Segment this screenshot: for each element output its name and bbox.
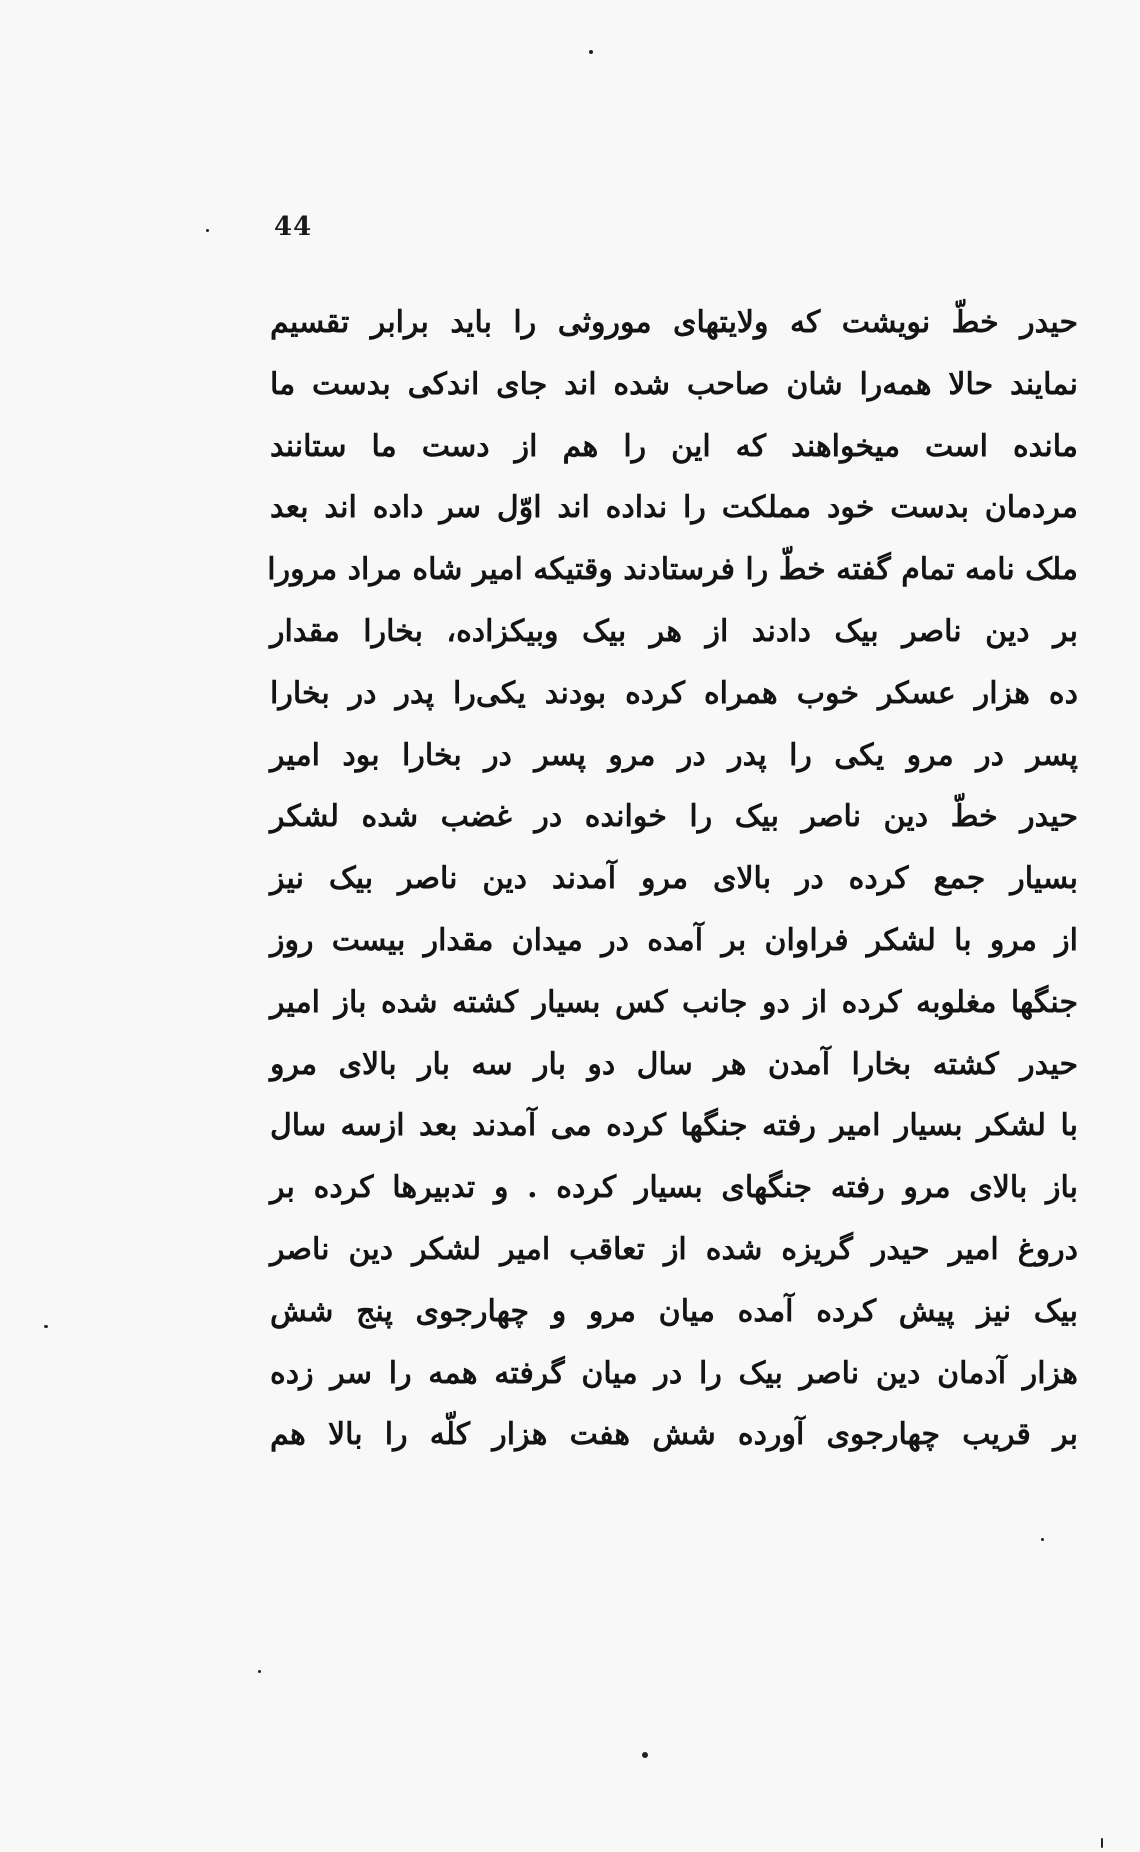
- text-line: دروغ امیر حیدر گریزه شده از تعاقب امیر لشکر دین ناصر: [270, 1231, 1078, 1267]
- text-line: باز بالای مرو رفته جنگهای بسیار کرده . و تدبیرها کرده بر: [270, 1170, 1078, 1206]
- text-line: بیک نیز پیش کرده آمده میان مرو و چهارجوی پنج شش: [270, 1293, 1078, 1329]
- text-line: مردمان بدست خود مملکت را نداده اند اوّل سر داده اند بعد: [270, 490, 1078, 526]
- text-line: هزار آدمان دین ناصر بیک را در میان گرفته همه را سر زده: [270, 1355, 1078, 1391]
- text-line: جنگها مغلوبه کرده از دو جانب کس بسیار کشته شده باز امیر: [270, 984, 1078, 1020]
- scan-speck: [258, 1670, 261, 1673]
- scan-speck: [642, 1752, 648, 1758]
- text-line: مانده است میخواهند که این را هم از دست ما ستانند: [270, 428, 1078, 464]
- scan-speck: [1101, 1838, 1103, 1848]
- scan-speck: [589, 50, 593, 54]
- text-line: نمایند حالا همه‌را شان صاحب شده اند جای اندکی بدست ما: [270, 366, 1078, 402]
- text-line: حیدر کشته بخارا آمدن هر سال دو بار سه بار بالای مرو: [270, 1046, 1079, 1082]
- text-line: بر دین ناصر بیک دادند از هر بیک وبیکزاده، بخارا مقدار: [270, 613, 1078, 649]
- text-line: با لشکر بسیار امیر رفته جنگها کرده می آمدند بعد ازسه سال: [270, 1108, 1078, 1144]
- text-line: ملک نامه تمام گفته خطّ را فرستادند وقتیکه امیر شاه مراد مرورا: [267, 552, 1078, 588]
- scan-speck: [1041, 1538, 1044, 1541]
- body-text: [267, 292, 1079, 1466]
- text-line: بر قریب چهارجوی آورده شش هفت هزار کلّه را بالا هم: [270, 1417, 1078, 1453]
- text-line: حیدر خطّ دین ناصر بیک را خوانده در غضب شده لشکر: [270, 799, 1078, 835]
- text-line: بسیار جمع کرده در بالای مرو آمدند دین ناصر بیک نیز: [270, 861, 1078, 897]
- page-number: 44: [274, 212, 313, 242]
- scan-speck: [44, 1325, 48, 1328]
- text-line: ده هزار عسکر خوب همراه کرده بودند یکی‌را پدر در بخارا: [270, 675, 1078, 711]
- scan-speck: [206, 229, 209, 232]
- text-line: از مرو با لشکر فراوان بر آمده در میدان مقدار بیست روز: [270, 922, 1078, 958]
- text-line: حیدر خطّ نویشت که ولایتهای موروثی را باید برابر تقسیم: [270, 305, 1078, 340]
- text-line: پسر در مرو یکی را پدر در مرو پسر در بخارا بود امیر: [270, 737, 1078, 773]
